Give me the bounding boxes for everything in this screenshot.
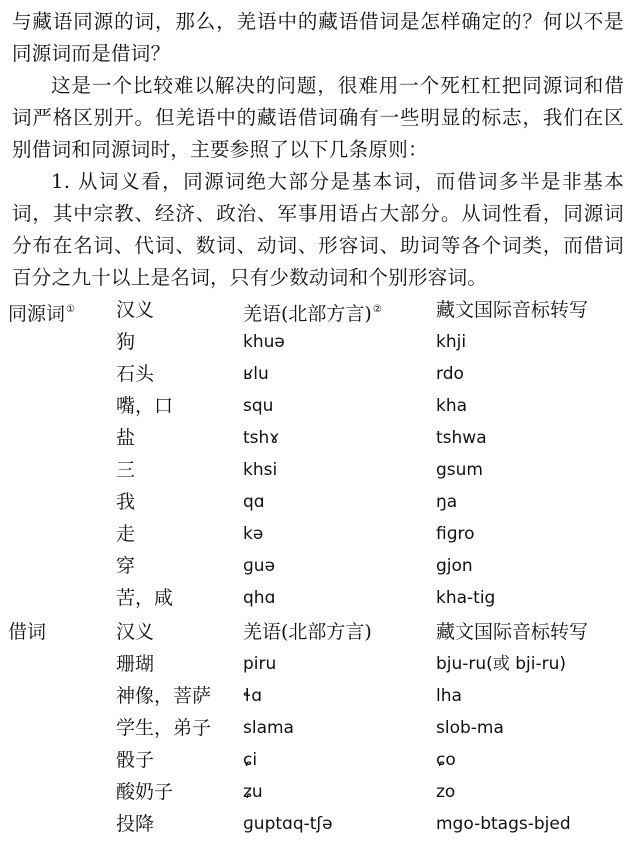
qiang-cell: kə [243, 524, 264, 544]
qiang-cell: tshɤ [243, 428, 280, 448]
tibetan-cell: ɕo [436, 750, 456, 770]
qiang-cell: ɕi [243, 750, 258, 770]
table-row [0, 326, 640, 358]
tibetan-cell: rdo [436, 364, 464, 384]
meaning-cell: 狗 [116, 331, 136, 353]
qiang-cell: ɡuə [243, 556, 276, 576]
table-row [0, 486, 640, 518]
table-row [0, 454, 640, 486]
table-row [0, 422, 640, 454]
qiang-cell: piru [243, 654, 277, 674]
table-row [0, 582, 640, 614]
table-row [0, 680, 640, 712]
qiang-cell: khuə [243, 332, 285, 352]
tibetan-cell: fiɡro [436, 524, 475, 544]
meaning-cell: 穿 [116, 555, 136, 577]
meaning-cell: 嘴，口 [116, 395, 174, 417]
tibetan-cell: khji [436, 332, 467, 352]
qiang-cell: ʁlu [243, 364, 269, 384]
qiang-cell: slama [243, 718, 294, 738]
table-row [0, 518, 640, 550]
meaning-cell: 酸奶子 [116, 781, 174, 803]
column-header-meaning: 汉义 [116, 621, 155, 643]
column-header-qiang: 羌语(北部方言) [243, 621, 372, 643]
cognates-label-text: 同源词 [8, 303, 66, 325]
column-header-qiang [243, 294, 382, 330]
meaning-cell: 苦，咸 [116, 587, 174, 609]
column-header-tibetan: 藏文国际音标转写 [436, 299, 589, 321]
meaning-cell: 神像，菩萨 [116, 685, 212, 707]
tibetan-cell: lha [436, 686, 462, 706]
tibetan-cell: kha [436, 396, 468, 416]
tibetan-cell: gsum [436, 460, 483, 480]
table-row [0, 776, 640, 808]
paragraph-1: 与藏语同源的词，那么，羌语中的藏语借词是怎样确定的？何以不是同源词而是借词？ [12, 10, 624, 65]
qiang-cell: qɑ [243, 492, 265, 512]
tibetan-cell: slob-ma [436, 718, 504, 738]
meaning-cell: 石头 [116, 363, 155, 385]
table-row [0, 808, 640, 840]
meaning-cell: 投降 [116, 813, 155, 835]
table-row [0, 358, 640, 390]
tibetan-cell: ŋa [436, 492, 458, 512]
column-header-meaning: 汉义 [116, 299, 155, 321]
footnote-marker-1: ① [66, 304, 75, 315]
qiang-cell: khsi [243, 460, 278, 480]
loanwords-section-label: 借词 [8, 621, 47, 643]
table-row [0, 744, 640, 776]
tibetan-cell: bju-ru(或 bji-ru) [436, 654, 566, 674]
qiang-cell: ɬɑ [243, 686, 263, 706]
meaning-cell: 走 [116, 523, 136, 545]
paragraph-2: 这是一个比较难以解决的问题，很难用一个死杠杠把同源词和借词严格区别开。但羌语中的藏语借词确有一些明显的标志，我们在区别借词和同源词时，主要参照了以下几条原则： [12, 74, 624, 161]
tibetan-cell: mgo-btags-bjed [436, 814, 571, 834]
qiang-header-text: 羌语(北部方言) [243, 303, 372, 325]
cognates-section-label [8, 294, 75, 330]
paragraph-3: 1. 从词义看，同源词绝大部分是基本词，而借词多半是非基本词，其中宗教、经济、政治、军事用语占大部分。从词性看，同源词分布在名词、代词、数词、动词、形容词、助词等各个词类，而借词百分之九十以上是名词，只有少数动词和个别形容词。 [12, 170, 624, 289]
meaning-cell: 盐 [116, 427, 136, 449]
footnote-marker-2: ② [372, 304, 382, 315]
tibetan-cell: gjon [436, 556, 473, 576]
table-row [0, 550, 640, 582]
table-row [0, 648, 640, 680]
cognates-header-row [0, 294, 640, 326]
tibetan-cell: tshwa [436, 428, 487, 448]
meaning-cell: 我 [116, 491, 136, 513]
meaning-cell: 三 [116, 459, 136, 481]
meaning-cell: 珊瑚 [116, 653, 155, 675]
tibetan-cell: kha-tig [436, 588, 496, 608]
table-row [0, 712, 640, 744]
column-header-tibetan: 藏文国际音标转写 [436, 621, 589, 643]
qiang-cell: ʑu [243, 782, 263, 802]
qiang-cell: qhɑ [243, 588, 276, 608]
table-row [0, 390, 640, 422]
qiang-cell: squ [243, 396, 274, 416]
meaning-cell: 骰子 [116, 749, 155, 771]
meaning-cell: 学生，弟子 [116, 717, 212, 739]
tibetan-cell: zo [436, 782, 456, 802]
qiang-cell: ɡuptɑq-tʃə [243, 814, 333, 834]
loanwords-header-row [0, 616, 640, 648]
